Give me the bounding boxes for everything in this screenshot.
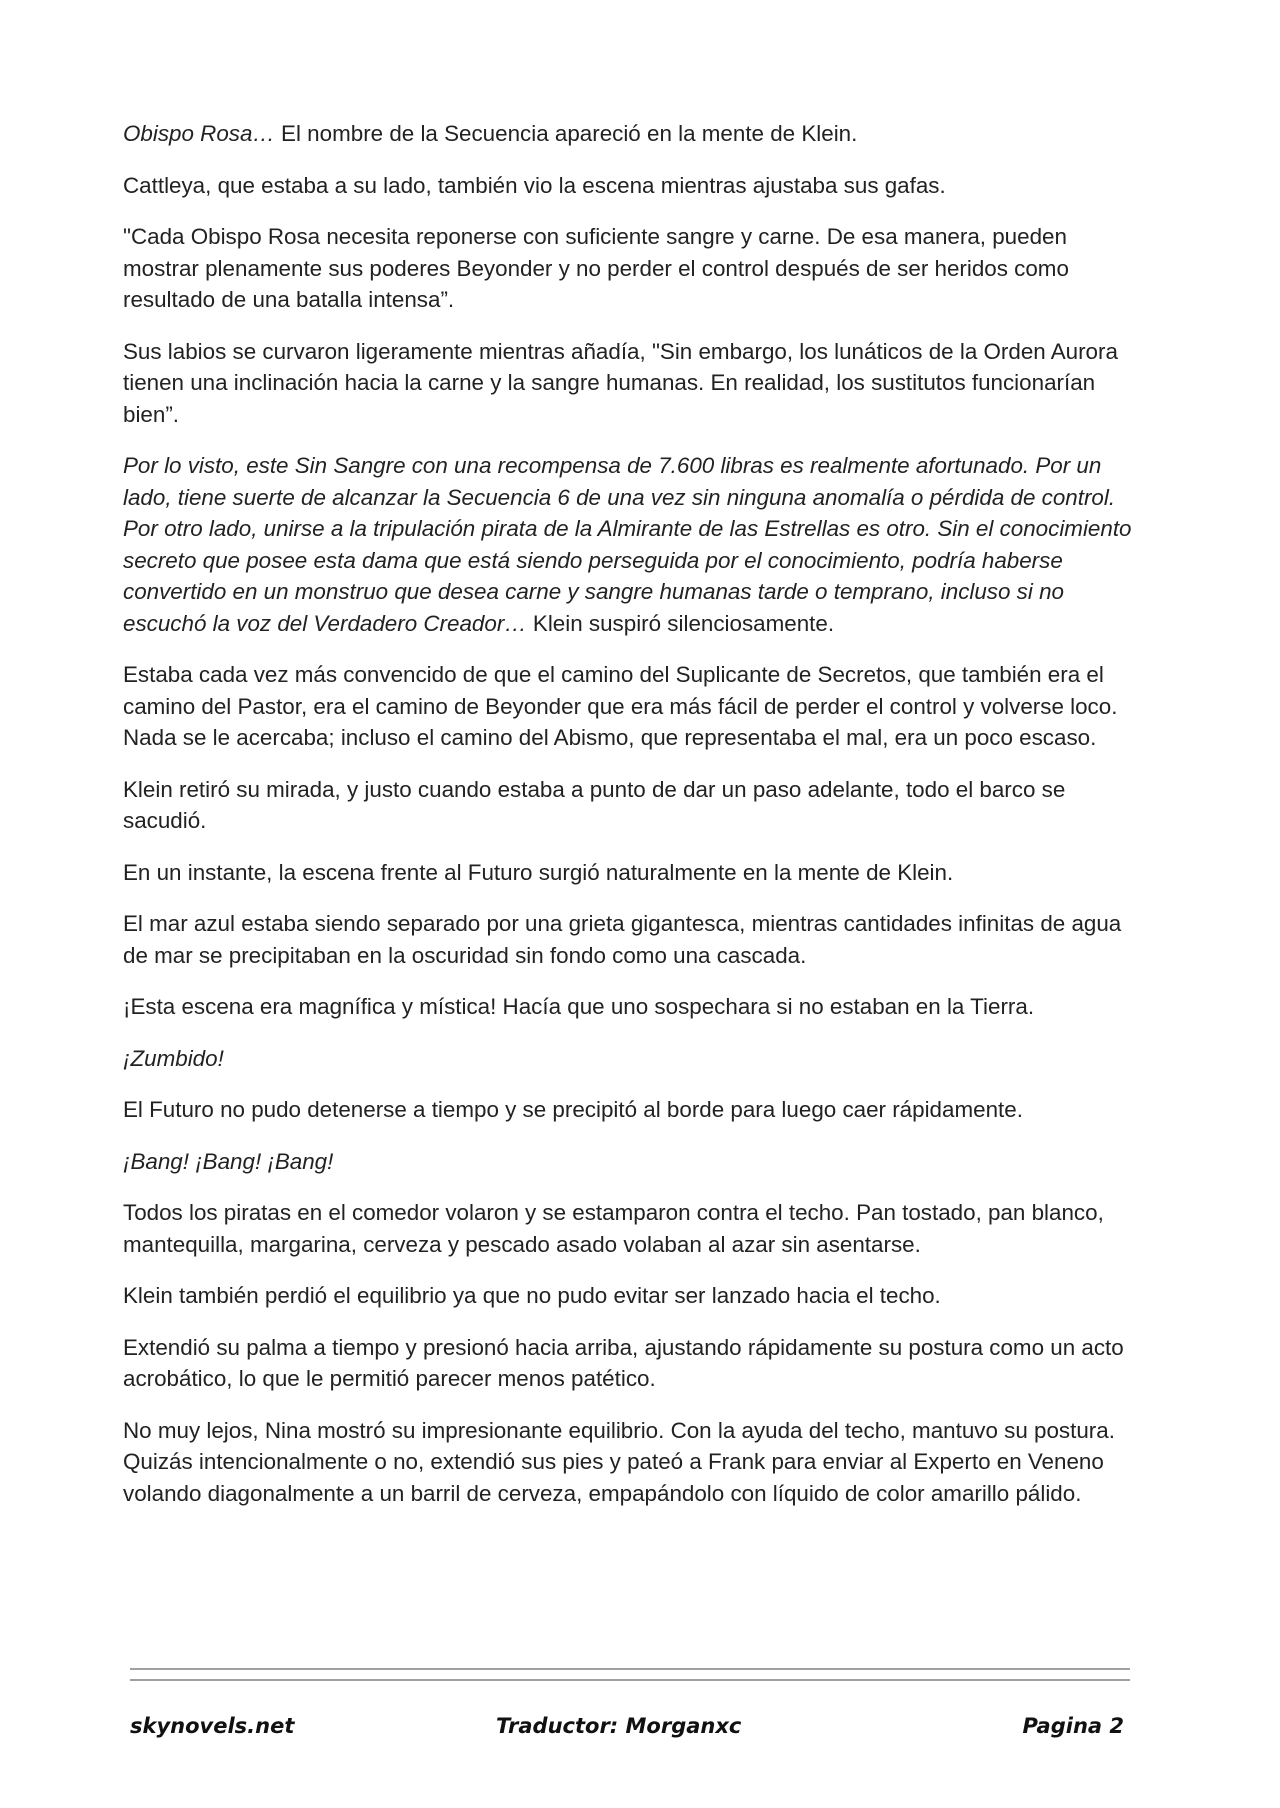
footer-rule-top	[130, 1668, 1130, 1670]
paragraph-13	[123, 1146, 1143, 1178]
footer-page-number: Pagina 2	[1022, 1714, 1124, 1738]
text-run: Sus labios se curvaron ligeramente mientras añadía, "Sin embargo, los lunáticos de la Orden Aurora tienen una inclinación hacia la carne y la sangre humanas. En realidad, los sustitutos funcionarían bien”.	[123, 338, 1118, 427]
paragraph-12	[123, 1094, 1143, 1126]
paragraph-3	[123, 221, 1143, 316]
page-footer	[130, 1714, 1124, 1748]
footer-site: skynovels.net	[130, 1714, 295, 1738]
text-run: ¡Bang! ¡Bang! ¡Bang!	[123, 1148, 334, 1174]
text-run: Cattleya, que estaba a su lado, también vio la escena mientras ajustaba sus gafas.	[123, 172, 946, 198]
paragraph-17	[123, 1415, 1143, 1510]
text-run: Todos los piratas en el comedor volaron y se estamparon contra el techo. Pan tostado, pan blanco, mantequilla, margarina, cerveza y pescado asado volaban al azar sin asentarse.	[123, 1200, 1104, 1257]
paragraph-10	[123, 991, 1143, 1023]
text-run: Extendió su palma a tiempo y presionó hacia arriba, ajustando rápidamente su postura como un acto acrobático, lo que le permitió parecer menos patético.	[123, 1334, 1124, 1391]
text-run: Klein también perdió el equilibrio ya que no pudo evitar ser lanzado hacia el techo.	[123, 1283, 941, 1308]
text-run: "Cada Obispo Rosa necesita reponerse con suficiente sangre y carne. De esa manera, pueden mostrar plenamente sus poderes Beyonder y no perder el control después de ser heridos como resultado de una batalla intensa”.	[123, 224, 1069, 312]
text-run: El nombre de la Secuencia apareció en la mente de Klein.	[274, 121, 858, 146]
text-run: Klein suspiró silenciosamente.	[526, 610, 835, 636]
paragraph-5	[123, 450, 1143, 639]
footer-rule-bottom	[130, 1679, 1130, 1681]
text-run: En un instante, la escena frente al Futuro surgió naturalmente en la mente de Klein.	[123, 859, 954, 885]
document-body	[123, 118, 1143, 1529]
text-run: Obispo Rosa…	[123, 121, 275, 146]
paragraph-2	[123, 170, 1143, 202]
paragraph-8	[123, 857, 1143, 889]
footer-translator: Traductor: Morganxc	[496, 1714, 742, 1738]
paragraph-6	[123, 659, 1143, 754]
paragraph-7	[123, 774, 1143, 837]
paragraph-11	[123, 1043, 1143, 1075]
paragraph-1	[123, 118, 1143, 150]
paragraph-15	[123, 1280, 1143, 1312]
paragraph-14	[123, 1197, 1143, 1260]
paragraph-9	[123, 908, 1143, 971]
text-run: Klein retiró su mirada, y justo cuando estaba a punto de dar un paso adelante, todo el barco se sacudió.	[123, 776, 1066, 833]
footer-divider	[130, 1668, 1130, 1681]
text-run: Estaba cada vez más convencido de que el camino del Suplicante de Secretos, que también era el camino del Pastor, era el camino de Beyonder que era más fácil de perder el control y volverse loco. Nada se le acercaba; incluso el camino del Abismo, que representaba el mal, era un poco escaso.	[123, 662, 1118, 750]
text-run: El Futuro no pudo detenerse a tiempo y se precipitó al borde para luego caer rápidamente.	[123, 1097, 1023, 1122]
text-run: ¡Zumbido!	[123, 1045, 224, 1071]
text-run: ¡Esta escena era magnífica y mística! Hacía que uno sospechara si no estaban en la Tierra.	[123, 994, 1035, 1019]
text-run: No muy lejos, Nina mostró su impresionante equilibrio. Con la ayuda del techo, mantuvo su postura. Quizás intencionalmente o no, extendió sus pies y pateó a Frank para enviar al Experto en Veneno volando diagonalmente a un barril de cerveza, empapándolo con líquido de color amarillo pálido.	[123, 1417, 1115, 1506]
text-run: El mar azul estaba siendo separado por una grieta gigantesca, mientras cantidades infinitas de agua de mar se precipitaban en la oscuridad sin fondo como una cascada.	[123, 911, 1122, 968]
paragraph-4	[123, 336, 1143, 431]
paragraph-16	[123, 1332, 1143, 1395]
text-run: Por lo visto, este Sin Sangre con una recompensa de 7.600 libras es realmente afortunado. Por un lado, tiene suerte de alcanzar la Secuencia 6 de una vez sin ninguna anomalía o pérdida de control. Por otro lado, unirse a la tripulación pirata de la Almirante de las Estrellas es otro. Sin el conocimiento secreto que posee esta dama que está siendo perseguida por el conocimiento, podría haberse convertido en un monstruo que desea carne y sangre humanas tarde o temprano, incluso si no escuchó la voz del Verdadero Creador…	[123, 453, 1132, 636]
